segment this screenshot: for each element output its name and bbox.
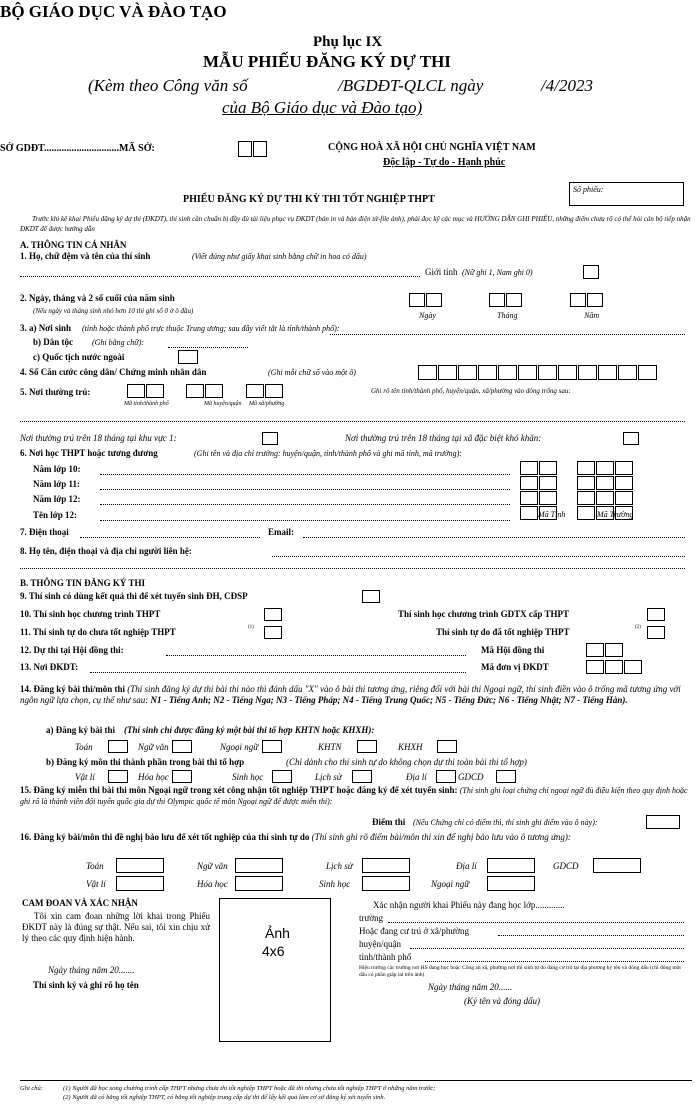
confirm-5-line[interactable] — [425, 961, 684, 962]
q16-box-gdcd[interactable] — [593, 858, 641, 873]
footnote-label: Ghi chú: — [20, 1085, 43, 1092]
subj-toan: Toán — [75, 742, 93, 752]
confirm-1: Xác nhận người khai Phiếu này đang học lớp............. — [373, 900, 565, 910]
box-sinhhoc[interactable] — [272, 770, 292, 783]
q14b-label: b) Đăng ký môn thi thành phần trong bài thi tổ hợp — [46, 757, 245, 767]
q11-box[interactable] — [264, 626, 282, 639]
cccd-digit-box[interactable] — [518, 365, 537, 380]
q5-tinh-1[interactable] — [127, 384, 145, 398]
box-khxh[interactable] — [437, 740, 457, 753]
q16-box-vatli[interactable] — [116, 876, 164, 891]
q5-huyen-1[interactable] — [186, 384, 204, 398]
q16-sinhhoc: Sinh học — [319, 879, 351, 889]
confirm-note: Hiệu trưởng các trường nơi HS đang học hoặc Công an xã, phường nơi thí sinh tự do đang cư trú tại địa phương ký tên và đóng dấu (chỉ đóng một dấu có phần giáp lai trên ảnh) — [359, 965, 681, 978]
q15-block — [20, 785, 692, 807]
box-gdcd[interactable] — [496, 770, 516, 783]
box-vatli[interactable] — [108, 770, 128, 783]
box-nguvan[interactable] — [172, 740, 192, 753]
q3b-label: b) Dân tộc — [33, 337, 73, 347]
box-toan[interactable] — [108, 740, 128, 753]
photo-label-1: Ảnh — [265, 925, 290, 941]
cccd-digit-box[interactable] — [478, 365, 497, 380]
q6-label: 6. Nơi học THPT hoặc tương đương — [20, 448, 158, 458]
school-code-box[interactable] — [596, 491, 614, 505]
q14b-note: (Chỉ dành cho thí sinh tự do không chọn dự thi toàn bài thi tổ hợp) — [286, 757, 527, 767]
diem-thi-box[interactable] — [646, 815, 680, 829]
q6-note: (Ghi tên và địa chỉ trường: huyện/quận, tỉnh/thành phố và ghi mã tỉnh, mã trường): — [194, 449, 462, 458]
cccd-digit-box[interactable] — [538, 365, 557, 380]
commit-text: Tôi xin cam đoan những lời khai trong Phiếu ĐKDT này là đúng sự thật. Nếu sai, tôi xin chịu xử lý theo các quy định hiện hành. — [22, 911, 210, 943]
school-code-box[interactable] — [577, 461, 595, 475]
confirm-sign-label: (Ký tên và đóng dấu) — [464, 996, 540, 1006]
diem-thi-label: Điểm thi — [372, 817, 406, 827]
q13-code-2[interactable] — [605, 660, 623, 674]
q13b-label: Mã đơn vị ĐKDT — [481, 662, 549, 672]
q16-box-ngoaingu[interactable] — [487, 876, 535, 891]
subj-gdcd: GDCD — [458, 772, 484, 782]
box-khtn[interactable] — [357, 740, 377, 753]
dob-year-1[interactable] — [570, 293, 586, 307]
q16-text: (Thí sinh ghi rõ điểm bài/môn thi xin để nghị bảo lưu vào ô tương ứng): — [311, 832, 571, 842]
tenlop-label: Tên lớp 12: — [33, 510, 77, 520]
appendix-label: Phụ lục IX — [313, 34, 383, 50]
so-gddt: SỞ GDĐT..............................MÃ SỞ: — [0, 143, 155, 154]
school-province-code-box[interactable] — [539, 491, 557, 505]
subj-lichsu: Lịch sử — [315, 772, 342, 782]
school-code-box[interactable] — [577, 476, 595, 490]
q14-codes: N1 - Tiếng Anh; N2 - Tiếng Nga; N3 - Tiếng Pháp; N4 - Tiếng Trung Quốc; N5 - Tiếng Đức; N6 - Tiếng Nhật; N7 - Tiếng Hàn). — [150, 695, 628, 705]
ma-huyen-label: Mã huyện/quận — [204, 401, 242, 407]
q5-note: Ghi rõ tên tỉnh/thành phố, huyện/quận, xã/phường vào dòng trống sau: — [371, 387, 571, 395]
q16-lead: 16. Đăng ký bài/môn thi đề nghị bảo lưu để xét tốt nghiệp của thí sinh tự do — [20, 832, 310, 842]
q1-note: (Viết đúng như giấy khai sinh bằng chữ in hoa có dấu) — [192, 252, 367, 261]
ministry-name: BỘ GIÁO DỤC VÀ ĐÀO TẠO — [0, 2, 227, 21]
sup-2: (2) — [635, 625, 641, 630]
school-province-code-box[interactable] — [539, 461, 557, 475]
q12-line[interactable] — [166, 655, 466, 656]
cccd-digit-box[interactable] — [558, 365, 577, 380]
dob-day-2[interactable] — [426, 293, 442, 307]
cccd-digit-box[interactable] — [418, 365, 437, 380]
q10b-box[interactable] — [647, 608, 665, 621]
q16-toan: Toán — [86, 861, 104, 871]
motto: Độc lập - Tự do - Hạnh phúc — [383, 157, 506, 168]
confirm-4-line[interactable] — [410, 948, 684, 949]
q15-lead: 15. Đăng ký miễn thi bài thi môn Ngoại ngữ trong xét công nhận tốt nghiệp THPT hoặc đăng ký để xét tuyển sinh: — [20, 785, 458, 795]
cccd-digit-box[interactable] — [578, 365, 597, 380]
q16-box-toan[interactable] — [116, 858, 164, 873]
confirm-3-line[interactable] — [498, 935, 684, 936]
q7-label: 7. Điện thoại — [20, 527, 69, 537]
q16-box-hoahoc[interactable] — [235, 876, 283, 891]
intro-text: Trước khi kê khai Phiếu đăng ký dự thi (ĐKDT), thí sinh cần chuẩn bị đầy đủ tài liệu phục vụ ĐKDT (bản in và bản điện tử-file ảnh), phải đọc kỹ các mục và HƯỚNG DẪN GHI PHIẾU, những điểm chưa rõ có thể hỏi cán bộ tiếp nhận ĐKDT để được hướng dẫn — [20, 215, 691, 233]
attached-line-1b: /BGDĐT-QLCL ngày — [338, 76, 484, 95]
q16-lichsu: Lịch sử — [326, 861, 353, 871]
confirm-2-line[interactable] — [388, 922, 684, 923]
q16-hoahoc: Hóa học — [197, 879, 228, 889]
school-code-box[interactable] — [577, 506, 595, 520]
box-ngoaingu[interactable] — [262, 740, 282, 753]
main-title: PHIẾU ĐĂNG KÝ DỰ THI KỲ THI TỐT NGHIỆP THPT — [183, 194, 435, 205]
q5-xa-1[interactable] — [246, 384, 264, 398]
q9-box[interactable] — [362, 590, 380, 603]
tenlop-line[interactable] — [100, 520, 510, 521]
cccd-digit-box[interactable] — [438, 365, 457, 380]
commit-date: Ngày tháng năm 20....... — [48, 965, 135, 975]
school-code-box[interactable] — [596, 461, 614, 475]
footnote-2: (2) Người đã có bằng tốt nghiệp THPT, có bằng tốt nghiệp trung cấp dự thi để lấy kết quả làm cơ sở đăng ký xét tuyển sinh. — [63, 1094, 386, 1101]
q3a-note: (tỉnh hoặc thành phố trực thuộc Trung ương; sau đây viết tắt là tỉnh/thành phố): — [82, 324, 340, 333]
q1-label: 1. Họ, chữ đệm và tên của thí sinh — [20, 251, 151, 261]
school-code-box[interactable] — [615, 461, 633, 475]
q14a-label: a) Đăng ký bài thi — [46, 725, 116, 735]
dob-day-1[interactable] — [409, 293, 425, 307]
q3a-line[interactable] — [330, 334, 685, 335]
cccd-digit-box[interactable] — [598, 365, 617, 380]
diem-thi-note: (Nếu Chứng chỉ có điểm thì, thí sinh ghi điểm vào ô này): — [413, 818, 598, 827]
footnote-1: (1) Người đã học xong chương trình cấp THPT nhưng chưa thi tốt nghiệp THPT hoặc đã thi nhưng chưa tốt nghiệp THPT ở những năm trước; — [63, 1085, 436, 1092]
ma-so-box-2[interactable] — [253, 141, 267, 157]
q12-code-2[interactable] — [605, 643, 623, 657]
subj-ngoaingu: Ngoại ngữ — [220, 742, 259, 752]
attached-line-1: (Kèm theo Công văn số — [88, 76, 248, 95]
photo-label-2: 4x6 — [262, 943, 285, 959]
school-code-box[interactable] — [615, 476, 633, 490]
ma-tinh2-label: Mã Tỉnh — [538, 510, 566, 519]
school-province-code-box[interactable] — [520, 506, 538, 520]
commit-title: CAM ĐOAN VÀ XÁC NHẬN — [22, 898, 138, 908]
q7-line[interactable] — [80, 537, 260, 538]
email-label: Email: — [268, 527, 294, 537]
q10-box[interactable] — [264, 608, 282, 621]
q12-code-1[interactable] — [586, 643, 604, 657]
q14-block — [20, 684, 692, 706]
subj-khxh: KHXH — [398, 742, 423, 752]
sign-label: Thí sinh ký và ghi rõ họ tên — [33, 980, 139, 990]
q16-gdcd: GDCD — [553, 861, 579, 871]
q3b-note: (Ghi bằng chữ): — [92, 338, 144, 347]
q2-label: 2. Ngày, tháng và 2 số cuối của năm sinh — [20, 293, 175, 303]
q8-label: 8. Họ tên, điện thoại và địa chỉ người liên hệ: — [20, 546, 192, 556]
attached-line-1c: /4/2023 — [541, 76, 593, 95]
q2-note: (Nếu ngày và tháng sinh nhỏ hơn 10 thì ghi số 0 ở ô đầu) — [33, 307, 194, 315]
q16-box-nguvan[interactable] — [235, 858, 283, 873]
subj-nguvan: Ngữ văn — [138, 742, 169, 752]
box-lichsu[interactable] — [352, 770, 372, 783]
q11-label: 11. Thí sinh tự do chưa tốt nghiệp THPT — [20, 627, 176, 637]
school-province-code-box[interactable] — [520, 491, 538, 505]
q5-line[interactable] — [20, 421, 685, 422]
lop12-line[interactable] — [100, 504, 510, 505]
q16-box-sinhhoc[interactable] — [362, 876, 410, 891]
q13-line[interactable] — [90, 672, 466, 673]
q10b-label: Thí sinh học chương trình GDTX cấp THPT — [398, 609, 570, 619]
email-line[interactable] — [303, 537, 685, 538]
school-province-code-box[interactable] — [520, 476, 538, 490]
q13-label: 13. Nơi ĐKDT: — [20, 662, 79, 672]
q16-nguvan: Ngữ văn — [197, 861, 228, 871]
dob-year-2[interactable] — [587, 293, 603, 307]
confirm-2: trường — [359, 913, 384, 923]
q5-label: 5. Nơi thường trú: — [20, 387, 91, 397]
q1-line[interactable] — [20, 276, 420, 277]
ma-truong-label: Mã Trường — [597, 510, 634, 519]
q8-line[interactable] — [272, 556, 685, 557]
q3c-label: c) Quốc tịch nước ngoài — [33, 352, 125, 362]
nam-label: Năm — [584, 311, 600, 320]
dbkk-label: Nơi thường trú trên 18 tháng tại xã đặc biệt khó khăn: — [345, 433, 542, 443]
school-code-box[interactable] — [596, 476, 614, 490]
q16-diali: Địa lí — [456, 861, 477, 871]
kv1-box[interactable] — [262, 432, 278, 445]
q8-line-2[interactable] — [20, 568, 685, 569]
q4-label: 4. Số Căn cước công dân/ Chứng minh nhân dân — [20, 367, 207, 377]
confirm-5: tỉnh/thành phố — [359, 952, 412, 962]
subj-sinhhoc: Sinh học — [232, 772, 264, 782]
q5-xa-2[interactable] — [265, 384, 283, 398]
dob-month-2[interactable] — [506, 293, 522, 307]
lop11-line[interactable] — [100, 489, 510, 490]
school-code-box[interactable] — [577, 491, 595, 505]
footnote-divider — [20, 1080, 692, 1081]
gender-note: (Nữ ghi 1, Nam ghi 0) — [462, 268, 533, 277]
dbkk-box[interactable] — [623, 432, 639, 445]
q15-text: (Thí sinh ghi loại chứng chỉ ngoại ngữ đủ điều kiện theo quy định hoặc ghi rõ là thành viên đội tuyển quốc gia dự thi Olympic quốc tế môn Ngoại ngữ để được miễn thi): — [20, 786, 688, 806]
q13-code-3[interactable] — [624, 660, 642, 674]
q11b-box[interactable] — [647, 626, 665, 639]
confirm-date: Ngày tháng năm 20...... — [428, 982, 513, 992]
q14-lead: 14. Đăng ký bài thi/môn thi — [20, 684, 126, 694]
q9-label: 9. Thí sinh có dùng kết quả thi để xét tuyển sinh ĐH, CĐSP — [20, 591, 248, 601]
q11b-label: Thí sinh tự do đã tốt nghiệp THPT — [436, 627, 570, 637]
q3a-label: 3. a) Nơi sinh — [20, 323, 71, 333]
attached-line-2: của Bộ Giáo dục và Đào tạo) — [222, 98, 423, 117]
school-province-code-box[interactable] — [539, 476, 557, 490]
form-title: MẪU PHIẾU ĐĂNG KÝ DỰ THI — [203, 52, 451, 71]
subj-khtn: KHTN — [318, 742, 342, 752]
q10-label: 10. Thí sinh học chương trình THPT — [20, 609, 161, 619]
subj-hoahoc: Hóa học — [138, 772, 169, 782]
q12b-label: Mã Hội đồng thi — [481, 645, 545, 655]
q5-huyen-2[interactable] — [205, 384, 223, 398]
confirm-4: huyện/quận — [359, 939, 401, 949]
confirm-3: Hoặc đang cư trú ở xã/phường — [359, 926, 469, 936]
kv1-label: Nơi thường trú trên 18 tháng tại khu vực 1: — [20, 433, 177, 443]
cccd-digit-box[interactable] — [618, 365, 637, 380]
so-phieu-label: Số phiếu: — [573, 185, 604, 194]
ma-tinh-label: Mã tỉnh/thành phố — [124, 401, 169, 407]
cccd-digit-box[interactable] — [638, 365, 657, 380]
school-province-code-box[interactable] — [520, 461, 538, 475]
lop12-label: Năm lớp 12: — [33, 494, 81, 504]
ngay-label: Ngày — [419, 311, 436, 320]
cccd-digit-box[interactable] — [498, 365, 517, 380]
q3c-box[interactable] — [178, 350, 198, 364]
republic-title: CỘNG HOÀ XÃ HỘI CHỦ NGHĨA VIỆT NAM — [328, 142, 536, 153]
q16-ngoaingu: Ngoại ngữ — [431, 879, 470, 889]
ma-xa-label: Mã xã/phường — [249, 401, 285, 407]
subj-diali: Địa lí — [406, 772, 427, 782]
thang-label: Tháng — [497, 311, 518, 320]
photo-box[interactable] — [219, 898, 331, 1042]
q16-vatli: Vật lí — [86, 879, 106, 889]
school-code-box[interactable] — [615, 491, 633, 505]
q16-box-diali[interactable] — [487, 858, 535, 873]
q16-box-lichsu[interactable] — [362, 858, 410, 873]
sup-1: (1) — [248, 625, 254, 630]
q14-text: (Thí sinh đăng ký dự thi bài thi nào thì đánh dấu "X" vào ô bài thi tương ứng, riêng đối với bài thi Ngoại ngữ, thí sinh điền vào ô trống mã tương ứng với ngôn ngữ lựa chọn, cụ thể như sau: — [20, 684, 681, 705]
section-a-title: A. THÔNG TIN CÁ NHÂN — [20, 240, 127, 250]
q12-label: 12. Dự thi tại Hội đồng thi: — [20, 645, 124, 655]
q13-code-1[interactable] — [586, 660, 604, 674]
lop10-label: Năm lớp 10: — [33, 464, 81, 474]
ma-so-box-1[interactable] — [238, 141, 252, 157]
q3b-line[interactable] — [168, 347, 248, 348]
box-diali[interactable] — [436, 770, 456, 783]
dob-month-1[interactable] — [489, 293, 505, 307]
subj-vatli: Vật lí — [75, 772, 95, 782]
q5-tinh-2[interactable] — [146, 384, 164, 398]
q4-note: (Ghi mỗi chữ số vào một ô) — [268, 368, 356, 377]
gender-box[interactable] — [583, 265, 599, 279]
gender-label: Giới tính — [425, 267, 458, 277]
lop10-line[interactable] — [100, 474, 510, 475]
section-b-title: B. THÔNG TIN ĐĂNG KÝ THI — [20, 578, 146, 588]
box-hoahoc[interactable] — [172, 770, 192, 783]
lop11-label: Năm lớp 11: — [33, 479, 80, 489]
cccd-digit-box[interactable] — [458, 365, 477, 380]
q16-block — [20, 831, 692, 843]
q14a-note: (Thí sinh chỉ được đăng ký một bài thi tổ hợp KHTN hoặc KHXH): — [124, 725, 375, 735]
